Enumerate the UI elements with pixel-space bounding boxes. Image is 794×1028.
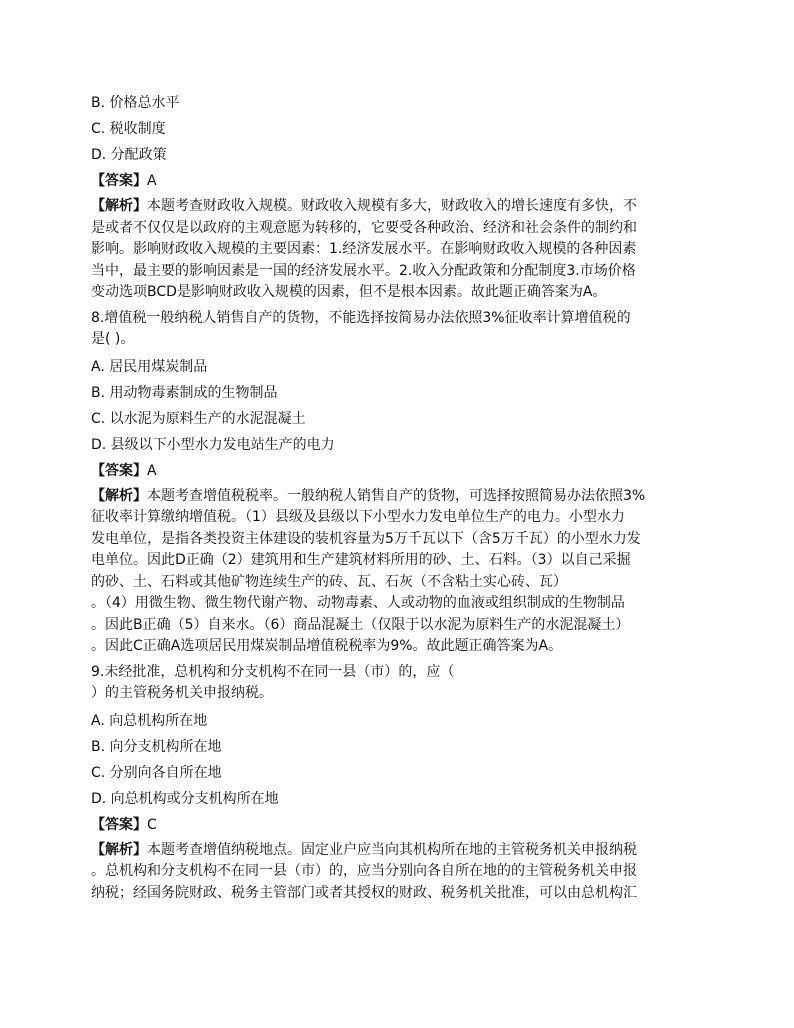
option-b: B. 向分支机构所在地 <box>91 738 222 755</box>
answer-value: A <box>147 173 157 189</box>
analysis-label: 【解析】 <box>91 487 147 504</box>
analysis-line: 变动选项BCD是影响财政收入规模的因素，但不是根本因素。故此题正确答案为A。 <box>91 284 607 300</box>
answer-value: C <box>147 816 157 833</box>
answer-line <box>91 458 711 484</box>
option-b: B. 用动物毒素制成的生物制品 <box>91 384 278 401</box>
analysis-line: 电单位。因此D正确（2）建筑用和生产建筑材料所用的砂、土、石料。（3）以自己采掘 <box>91 552 631 568</box>
answer-value: A <box>147 462 157 479</box>
question-stem-line: 是( )。 <box>91 331 135 347</box>
analysis-line: 。因此B正确（5）自来水。（6）商品混凝土（仅限于以水泥为原料生产的水泥混凝土） <box>91 616 630 633</box>
analysis-line: 是或者不仅仅是以政府的主观意愿为转移的，它要受各种政治、经济和社会条件的制约和 <box>91 219 637 236</box>
option-d: D. 分配政策 <box>91 147 167 163</box>
option-d: D. 向总机构或分支机构所在地 <box>91 790 279 807</box>
analysis-line: 【解析】本题考查财政收入规模。财政收入规模有多大，财政收入的增长速度有多快，不 <box>91 198 637 214</box>
analysis-line: 。（4）用微生物、微生物代谢产物、动物毒素、人或动物的血液或组织制成的生物制品 <box>91 595 625 611</box>
option-c: C. 税收制度 <box>91 121 166 137</box>
analysis-line: 当中，最主要的影响因素是一国的经济发展水平。2.收入分配政策和分配制度3.市场价格 <box>91 262 636 279</box>
option-d: D. 县级以下小型水力发电站生产的电力 <box>91 436 335 453</box>
answer-line <box>91 812 711 838</box>
analysis-line: 。总机构和分支机构不在同一县（市）的，应当分别向各自所在地的的主管税务机关申报 <box>91 863 637 879</box>
answer-label: 【答案】 <box>91 173 147 189</box>
analysis-line: 【解析】本题考查增值纳税地点。固定业户应当向其机构所在地的主管税务机关申报纳税 <box>91 841 637 858</box>
analysis-line: 。因此C正确A选项居民用煤炭制品增值税税率为9%。故此题正确答案为A。 <box>91 638 563 654</box>
option-c: C. 分别向各自所在地 <box>91 764 222 781</box>
question-stem-line: 8.增值税一般纳税人销售自产的货物，不能选择按简易办法依照3%征收率计算增值税的 <box>91 309 631 326</box>
analysis-label: 【解析】 <box>91 198 147 214</box>
document-page <box>91 90 711 906</box>
answer-label: 【答案】 <box>91 462 147 479</box>
option-b: B. 价格总水平 <box>91 95 180 111</box>
analysis-paragraph <box>91 194 711 306</box>
option-a: A. 居民用煤炭制品 <box>91 358 208 375</box>
analysis-line: 影响。影响财政收入规模的主要因素：1.经济发展水平。在影响财政收入规模的各种因素 <box>91 241 637 257</box>
analysis-line: 征收率计算缴纳增值税。（1）县级及县级以下小型水力发电单位生产的电力。小型水力 <box>91 509 625 525</box>
answer-line <box>91 168 711 194</box>
question-stem-line: 9.未经批准，总机构和分支机构不在同一县（市）的，应（ <box>91 663 455 680</box>
analysis-paragraph <box>91 484 711 660</box>
analysis-label: 【解析】 <box>91 841 147 858</box>
analysis-paragraph <box>91 838 711 907</box>
option-c: C. 以水泥为原料生产的水泥混凝土 <box>91 410 306 427</box>
analysis-line: 纳税；经国务院财政、税务主管部门或者其授权的财政、税务机关批准，可以由总机构汇 <box>91 884 637 901</box>
option-a: A. 向总机构所在地 <box>91 712 208 729</box>
question-8-stem <box>91 306 711 354</box>
answer-label: 【答案】 <box>91 816 147 833</box>
question-stem-line: ）的主管税务机关申报纳税。 <box>91 685 273 701</box>
question-9-stem <box>91 660 711 708</box>
analysis-line: 发电单位，是指各类投资主体建设的装机容量为5万千瓦以下（含5万千瓦）的小型水力发 <box>91 530 641 547</box>
analysis-line: 的砂、土、石料或其他矿物连续生产的砖、瓦、石灰（不含粘土实心砖、瓦） <box>91 573 567 590</box>
analysis-line: 【解析】本题考查增值税税率。一般纳税人销售自产的货物，可选择按照简易办法依照3% <box>91 487 646 504</box>
